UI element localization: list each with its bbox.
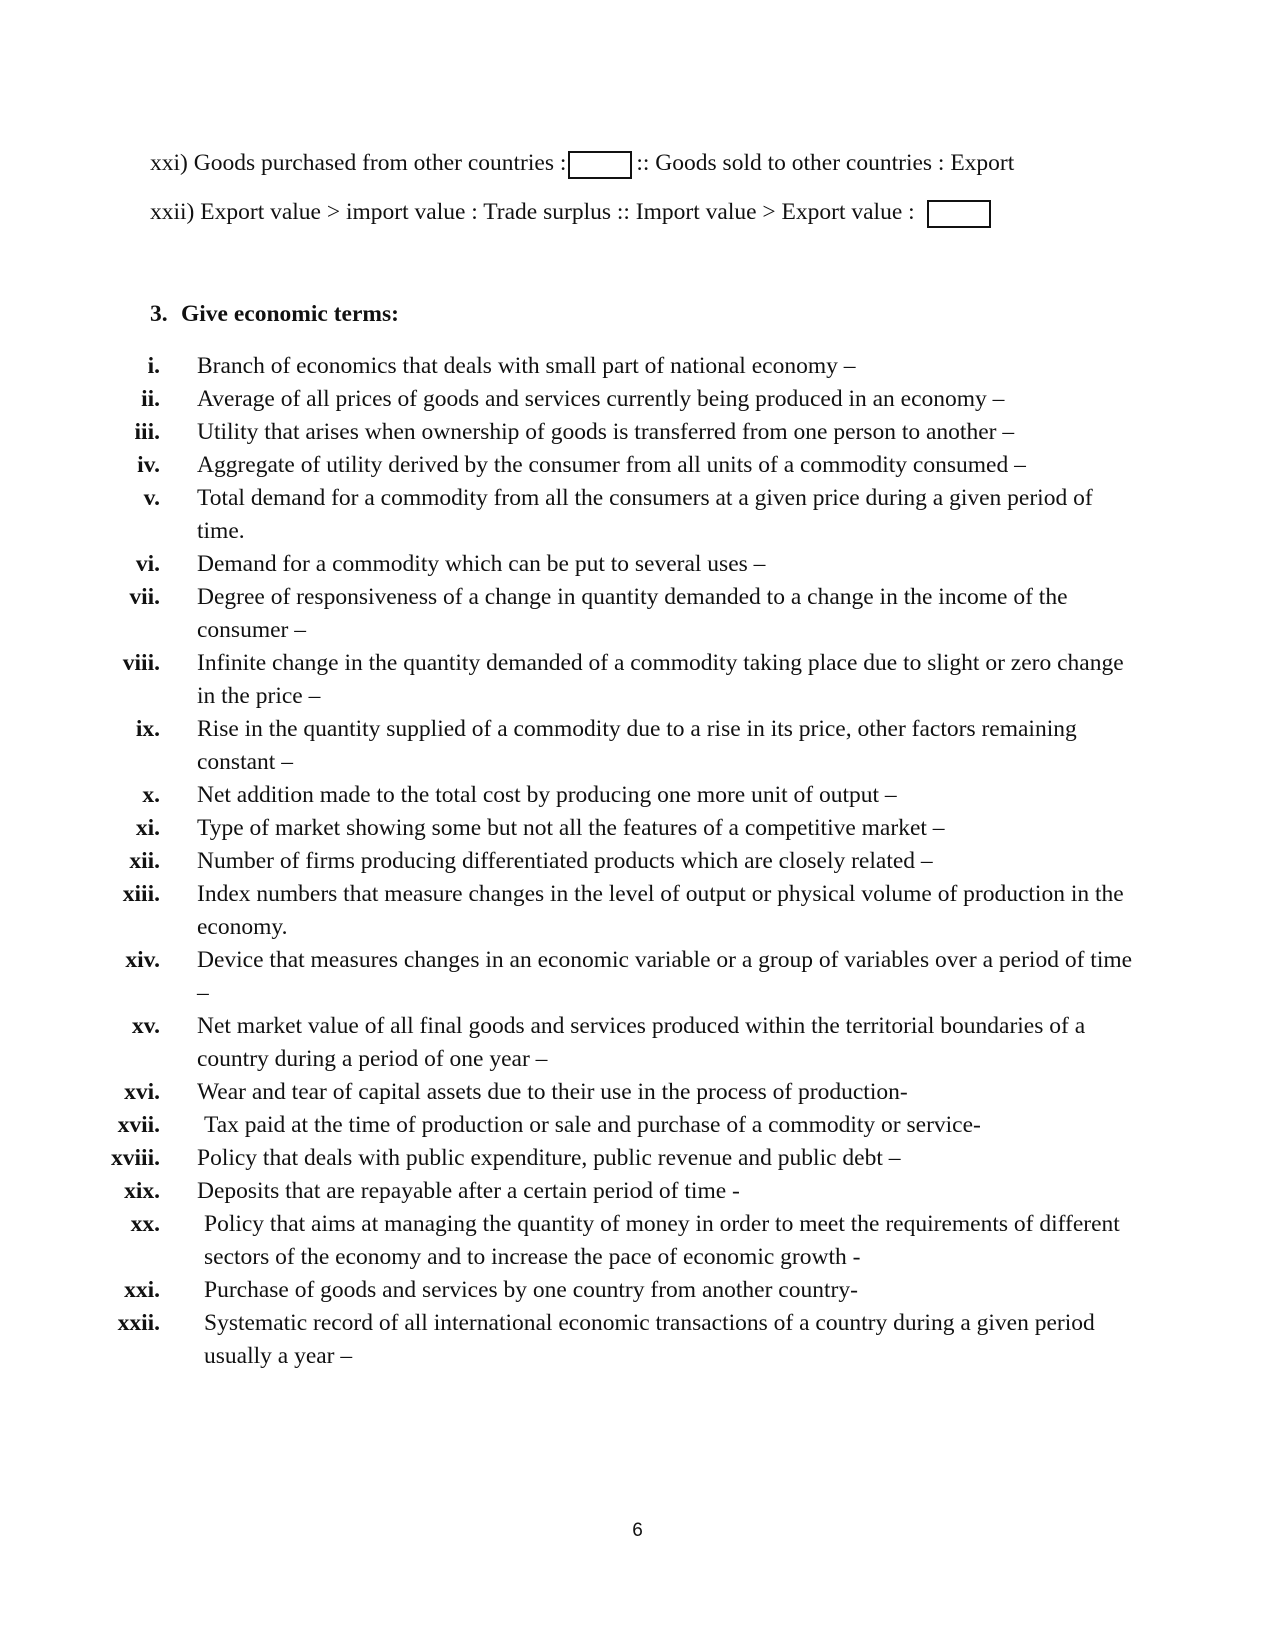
page-number: 6 bbox=[632, 1520, 643, 1541]
item-number: xx. bbox=[130, 1211, 160, 1237]
item-text: Net addition made to the total cost by producing one more unit of output – bbox=[197, 782, 897, 808]
list-item bbox=[100, 779, 1140, 812]
item-text: Policy that deals with public expenditure, public revenue and public debt – bbox=[197, 1145, 901, 1171]
item-text: Average of all prices of goods and services currently being produced in an economy – bbox=[197, 386, 1005, 412]
item-number: xv. bbox=[131, 1013, 160, 1039]
item-text: Branch of economics that deals with small part of national economy – bbox=[197, 353, 856, 379]
answer-blank-xxi[interactable] bbox=[568, 151, 632, 179]
item-number: iv. bbox=[137, 452, 160, 478]
list-item bbox=[100, 1307, 1140, 1373]
list-item bbox=[100, 581, 1140, 647]
item-text: Net market value of all final goods and services produced within the territorial boundaries of a country during a period of one year – bbox=[197, 1013, 1086, 1072]
list-item bbox=[100, 1076, 1140, 1109]
list-item bbox=[100, 845, 1140, 878]
item-number: x. bbox=[142, 782, 160, 808]
list-item bbox=[100, 1208, 1140, 1274]
list-item bbox=[100, 1274, 1140, 1307]
analogy-xxi-prefix: xxi) Goods purchased from other countries : bbox=[150, 150, 567, 176]
item-number: xxii. bbox=[117, 1310, 160, 1336]
list-item bbox=[100, 812, 1140, 845]
item-text: Aggregate of utility derived by the consumer from all units of a commodity consumed – bbox=[197, 452, 1026, 478]
analogy-question-xxi bbox=[150, 148, 1014, 179]
item-text: Device that measures changes in an economic variable or a group of variables over a period of time – bbox=[197, 947, 1133, 1006]
list-item bbox=[100, 944, 1140, 1010]
item-text: Deposits that are repayable after a certain period of time - bbox=[197, 1178, 740, 1204]
item-text: Purchase of goods and services by one country from another country- bbox=[204, 1277, 858, 1303]
item-text: Systematic record of all international economic transactions of a country during a given period usually a year – bbox=[204, 1310, 1095, 1369]
item-number: vi. bbox=[135, 551, 160, 577]
list-item bbox=[100, 647, 1140, 713]
section-number: 3. bbox=[150, 301, 168, 327]
item-number: xxi. bbox=[124, 1277, 160, 1303]
item-text: Infinite change in the quantity demanded of a commodity taking place due to slight or zero change in the price – bbox=[197, 650, 1124, 709]
economic-terms-list bbox=[100, 350, 1140, 1373]
analogy-xxi-suffix: :: Goods sold to other countries : Export bbox=[636, 150, 1015, 176]
analogy-xxii-prefix: xxii) Export value > import value : Trade surplus :: Import value > Export value : bbox=[150, 199, 915, 225]
list-item bbox=[100, 1109, 1140, 1142]
list-item bbox=[100, 548, 1140, 581]
item-text: Demand for a commodity which can be put to several uses – bbox=[197, 551, 766, 577]
item-number: xix. bbox=[124, 1178, 160, 1204]
list-item bbox=[100, 482, 1140, 548]
answer-blank-xxii[interactable] bbox=[927, 200, 991, 228]
item-text: Degree of responsiveness of a change in quantity demanded to a change in the income of the consumer – bbox=[197, 584, 1068, 643]
list-item bbox=[100, 383, 1140, 416]
item-number: xi. bbox=[135, 815, 160, 841]
item-number: ii. bbox=[141, 386, 160, 412]
item-text: Type of market showing some but not all the features of a competitive market – bbox=[197, 815, 945, 841]
list-item bbox=[100, 449, 1140, 482]
section-title: Give economic terms: bbox=[181, 301, 399, 327]
list-item bbox=[100, 1010, 1140, 1076]
item-text: Wear and tear of capital assets due to their use in the process of production- bbox=[197, 1079, 908, 1105]
list-item bbox=[100, 416, 1140, 449]
item-number: ix. bbox=[135, 716, 160, 742]
item-text: Tax paid at the time of production or sale and purchase of a commodity or service- bbox=[204, 1112, 981, 1138]
item-number: xii. bbox=[129, 848, 160, 874]
item-number: xvi. bbox=[124, 1079, 160, 1105]
list-item bbox=[100, 878, 1140, 944]
item-number: xiii. bbox=[122, 881, 160, 907]
list-item bbox=[100, 1142, 1140, 1175]
item-number: viii. bbox=[122, 650, 160, 676]
item-number: v. bbox=[143, 485, 160, 511]
item-text: Total demand for a commodity from all the consumers at a given price during a given period of time. bbox=[197, 485, 1093, 544]
item-number: iii. bbox=[134, 419, 160, 445]
item-number: vii. bbox=[129, 584, 160, 610]
item-text: Policy that aims at managing the quantity of money in order to meet the requirements of different sectors of the economy and to increase the pace of economic growth - bbox=[204, 1211, 1120, 1270]
item-text: Rise in the quantity supplied of a commodity due to a rise in its price, other factors remaining constant – bbox=[197, 716, 1077, 775]
analogy-question-xxii bbox=[150, 197, 991, 228]
item-text: Number of firms producing differentiated products which are closely related – bbox=[197, 848, 933, 874]
item-number: xviii. bbox=[111, 1145, 160, 1171]
list-item bbox=[100, 1175, 1140, 1208]
item-number: i. bbox=[147, 353, 160, 379]
item-text: Index numbers that measure changes in the level of output or physical volume of production in the economy. bbox=[197, 881, 1124, 940]
item-number: xiv. bbox=[125, 947, 160, 973]
section-heading bbox=[150, 299, 399, 329]
item-number: xvii. bbox=[117, 1112, 160, 1138]
list-item bbox=[100, 350, 1140, 383]
list-item bbox=[100, 713, 1140, 779]
item-text: Utility that arises when ownership of goods is transferred from one person to another – bbox=[197, 419, 1015, 445]
